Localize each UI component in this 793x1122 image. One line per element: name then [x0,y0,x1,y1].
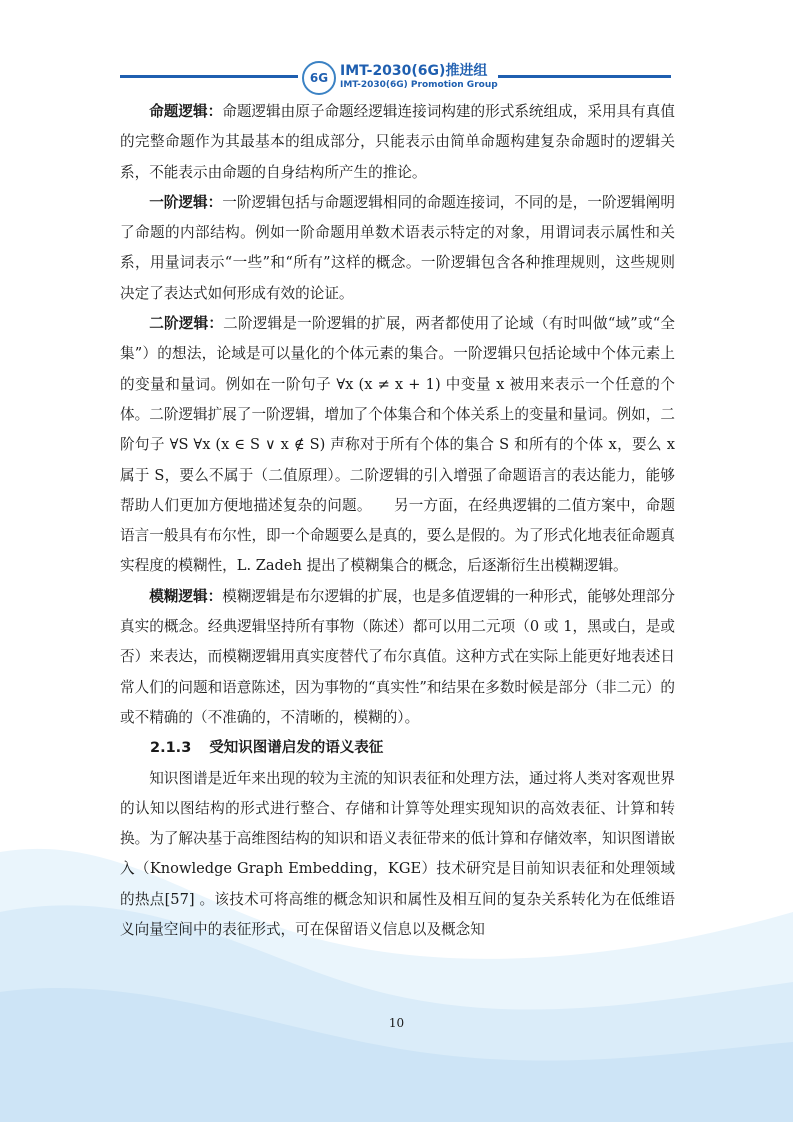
section-number: 2.1.3 [150,740,192,757]
page-number: 10 [388,1016,405,1030]
org-subtitle: IMT-2030(6G) Promotion Group [340,80,498,90]
paragraph-text: 一阶逻辑包括与命题逻辑相同的命题连接词，不同的是，一阶逻辑阐明了命题的内部结构。例如一阶命题用单数术语表示特定的对象，用谓词表示属性和关系，用量词表示“一些”和“所有”这样的概念。一阶逻辑包含各种推理规则，这些规则决定了表达式如何形成有效的论证。 [120,193,675,302]
paragraph-second-order-logic [120,309,675,582]
term-label: 一阶逻辑： [149,193,223,211]
paragraph-propositional-logic [120,97,675,188]
paragraph-text: 命题逻辑由原子命题经逻辑连接词构建的形式系统组成，采用具有真值的完整命题作为其最基本的组成部分，只能表示由简单命题构建复杂命题时的逻辑关系，不能表示由命题的自身结构所产生的推论。 [120,103,675,181]
term-label: 模糊逻辑： [149,587,223,605]
document-body [120,97,675,945]
header-rule-right [498,75,671,78]
header-brand [340,63,498,91]
term-label: 二阶逻辑： [149,315,224,333]
paragraph-fuzzy-logic [120,582,675,733]
logo-icon: 6G [302,61,336,95]
section-heading [120,733,675,763]
org-name: IMT-2030(6G)推进组 [340,63,488,79]
paragraph-knowledge-graph: 知识图谱是近年来出现的较为主流的知识表征和处理方法，通过将人类对客观世界的认知以图结构的形式进行整合、存储和计算等处理实现知识的高效表征、计算和转换。为了解决基于高维图结构的知识和语义表征带来的低计算和存储效率，知识图谱嵌入（Knowledge Graph Embedding，KGE）技术研究是目前知识表征和处理领域的热点[57] 。该技术可将高维的概念知识和属性及相互间的复杂关系转化为在低维语义向量空间中的表征形式，可在保留语义信息以及概念知 [120,769,675,939]
section-title: 受知识图谱启发的语义表征 [209,740,384,757]
header-rule-left [120,75,298,78]
term-label: 命题逻辑： [149,103,223,120]
paragraph-text: 二阶逻辑是一阶逻辑的扩展，两者都使用了论域（有时叫做“域”或“全集”）的想法，论域是可以量化的个体元素的集合。一阶逻辑只包括论域中个体元素上的变量和量词。例如在一阶句子 ∀x (x ≠ x + 1) 中变量 x 被用来表示一个任意的个体。二阶逻辑扩展了一阶逻辑，增加了个体集合和个体关系上的变量和量词。例如，二阶句子 ∀S ∀x (x ∈ S ∨ x ∉ S) 声称对于所有个体的集合 S 和所有的个体 x，要么 x 属于 S，要么不属于（二值原理）。二阶逻辑的引入增强了命题语言的表达能力，能够帮助人们更加方便地描述复杂的问题。 另一方面，在经典逻辑的二值方案中，命题语言一般具有布尔性，即一个命题要么是真的，要么是假的。为了形式化地表征命题真实程度的模糊性，L. Zadeh 提出了模糊集合的概念，后逐渐衍生出模糊逻辑。 [120,315,675,575]
paragraph-first-order-logic [120,188,675,309]
paragraph-text: 模糊逻辑是布尔逻辑的扩展，也是多值逻辑的一种形式，能够处理部分真实的概念。经典逻辑坚持所有事物（陈述）都可以用二元项（0 或 1，黑或白，是或否）来表达，而模糊逻辑用真实度替代了布尔真值。这种方式在实际上能更好地表述日常人们的问题和语意陈述，因为事物的“真实性”和结果在多数时候是部分（非二元）的或不精确的（不准确的，不清晰的，模糊的）。 [120,587,675,726]
